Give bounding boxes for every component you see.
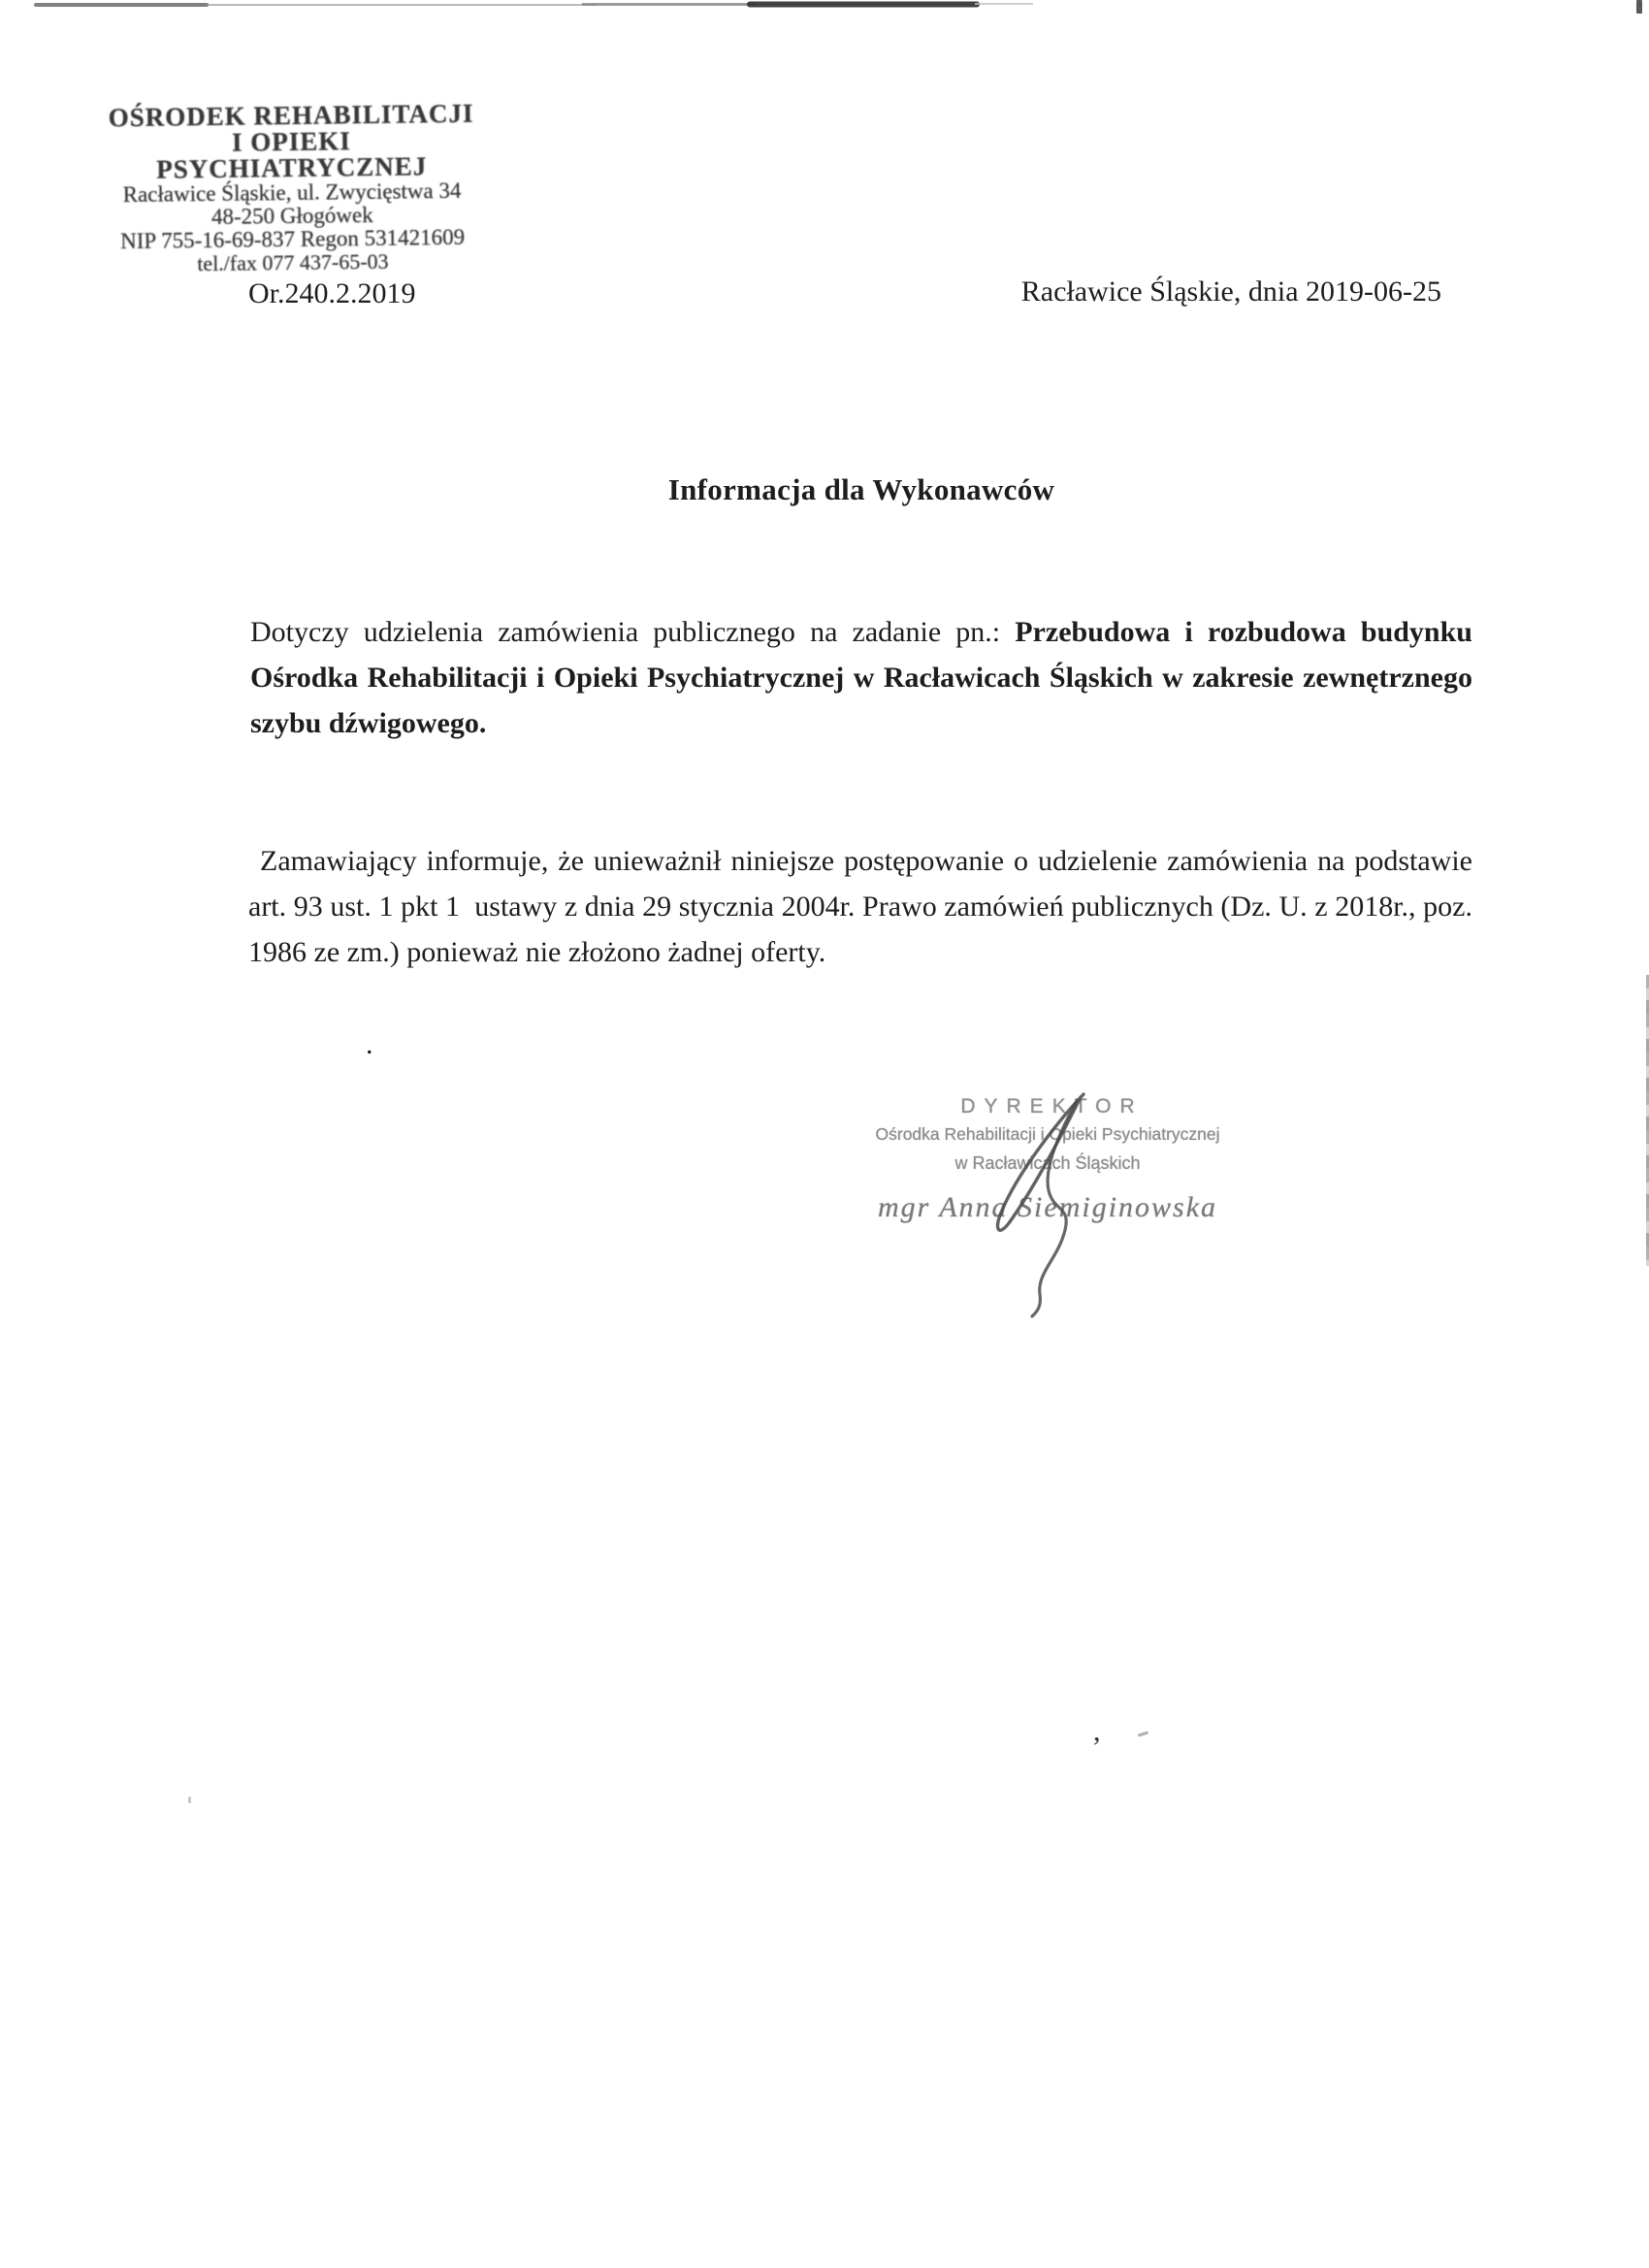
stray-dash-mark [1138,1731,1148,1736]
handwritten-signature-stroke [970,1082,1106,1324]
director-stamp-org-line1: Ośrodka Rehabilitacji i Opieki Psychiatrycznej [875,1124,1220,1144]
scan-top-edge-artifact [0,0,1649,14]
stamp-nip-regon-line: NIP 755-16-69-837 Regon 531421609 [119,224,466,254]
subject-bold-text: Przebudowa i rozbudowa budynku Ośrodka Rehabilitacji i Opieki Psychiatrycznej w Racławicach Śląskich w zakresie zewnętrznego szybu dźwigowego. [250,616,1472,739]
signer-name-stamp: mgr Anna Siemiginowska [877,1191,1218,1223]
stray-comma-mark: , [1093,1715,1101,1747]
stamp-org-name-line2: I OPIEKI PSYCHIATRYCZNEJ [156,126,428,184]
stamp-telfax-line: tel./fax 077 437-65-03 [197,248,389,276]
place-and-date: Racławice Śląskie, dnia 2019-06-25 [1020,275,1441,308]
stamp-org-name-line1: OŚRODEK REHABILITACJI [108,98,474,133]
stamp-city-line: 48-250 Głogówek [210,202,373,230]
letterhead-stamp [108,98,476,277]
scan-speck [188,1797,191,1803]
reference-number: Or.240.2.2019 [248,277,416,309]
subject-intro-text: Dotyczy udzielenia zamówienia publicznego na zadanie pn.: [250,616,1016,648]
scan-corner-mark [1636,0,1642,14]
body-paragraph-annulment: Zamawiający informuje, że unieważnił niniejsze postępowanie o udzielenie zamówienia na podstawie art. 93 ust. 1 pkt 1 ustawy z dnia 29 stycznia 2004r. Prawo zamówień publicznych (Dz. U. z 2018r., poz. 1986 ze zm.) ponieważ nie złożono żadnej oferty. [248,845,1472,968]
stray-dot-mark: . [366,1028,373,1060]
stamp-address-line: Racławice Śląskie, ul. Zwycięstwa 34 [122,178,462,208]
director-stamp-org-line2: w Racławicach Śląskich [954,1153,1141,1173]
director-stamp-role: DYREKTOR [960,1095,1144,1118]
document-title: Informacja dla Wykonawców [667,472,1055,506]
body-paragraph-subject [250,609,1472,746]
